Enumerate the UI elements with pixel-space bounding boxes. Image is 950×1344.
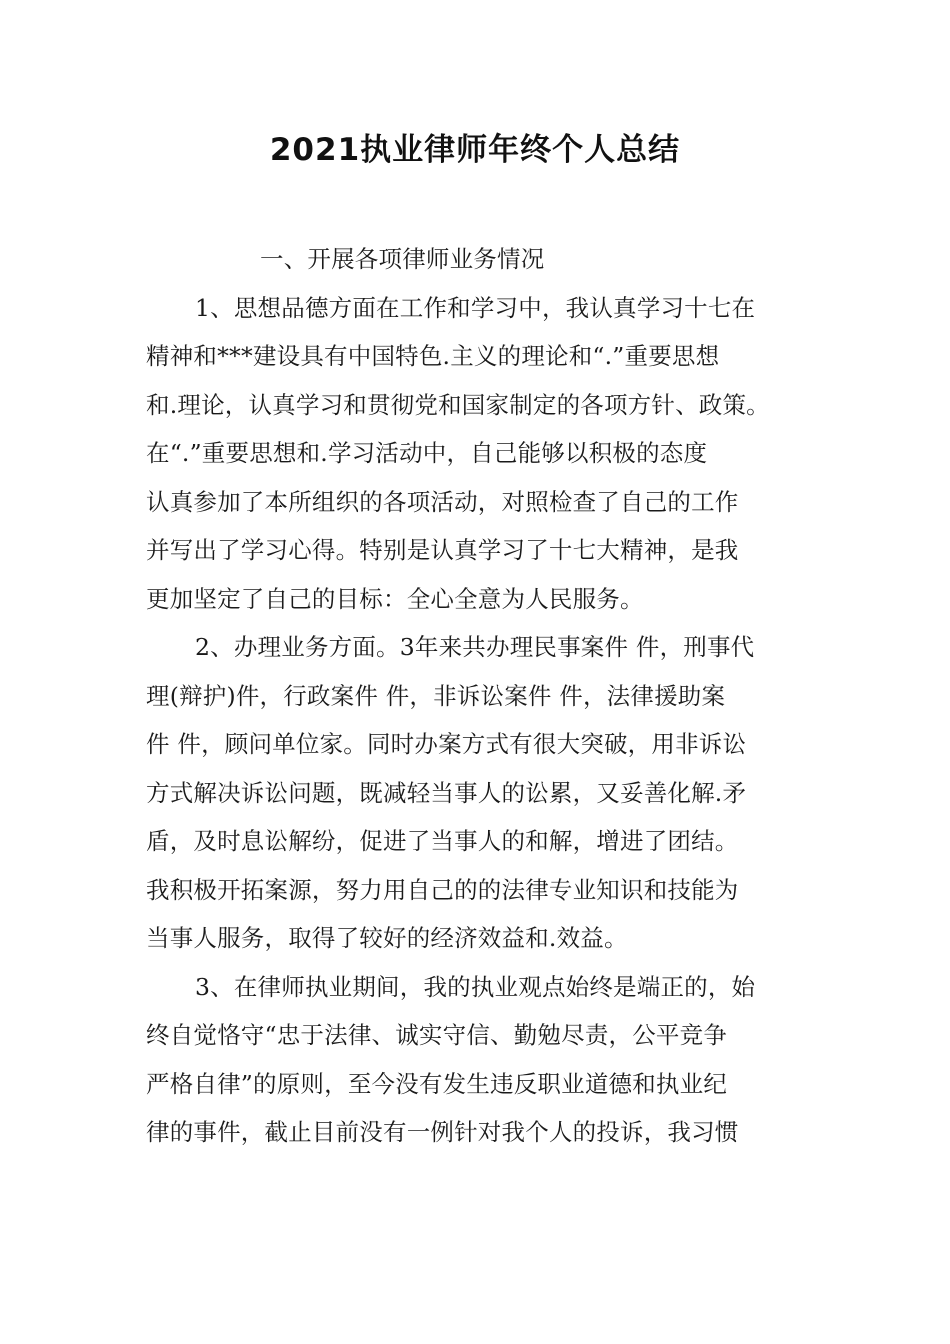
paragraph-line: 并写出了学习心得。特别是认真学习了十七大精神，是我 [146,536,739,564]
paragraph-line: 更加坚定了自己的目标：全心全意为人民服务。 [146,584,644,613]
paragraph-line: 盾，及时息讼解纷，促进了当事人的和解，增进了团结。 [146,827,739,855]
paragraph-1 [146,284,810,624]
paragraph-line: 律的事件，截止目前没有一例针对我个人的投诉，我习惯 [146,1118,739,1146]
paragraph-line: 件 件，顾问单位家。同时办案方式有很大突破，用非诉讼 [146,730,747,758]
paragraph-line: 当事人服务，取得了较好的经济效益和.效益。 [146,924,628,952]
paragraph-line: 2、办理业务方面。3年来共办理民事案件 件，刑事代 [195,633,755,661]
section-heading: 一、开展各项律师业务情况 [260,245,545,273]
document-body [146,235,810,1157]
paragraph-line: 认真参加了本所组织的各项活动，对照检查了自己的工作 [146,487,739,516]
paragraph-line: 精神和***建设具有中国特色.主义的理论和“.”重要思想 [146,342,720,370]
document-title: 2021执业律师年终个人总结 [269,132,681,168]
paragraph-line: 我积极开拓案源，努力用自己的的法律专业知识和技能为 [146,875,739,904]
paragraph-line: 理(辩护)件，行政案件 件，非诉讼案件 件，法律援助案 [146,681,726,710]
paragraph-line: 3、在律师执业期间，我的执业观点始终是端正的，始 [195,972,756,1001]
paragraph-line: 严格自律”的原则，至今没有发生违反职业道德和执业纪 [146,1069,728,1098]
paragraph-line: 在“.”重要思想和.学习活动中，自己能够以积极的态度 [146,439,708,467]
paragraph-line: 终自觉恪守“忠于法律、诚实守信、勤勉尽责，公平竞争 [146,1021,728,1049]
paragraph-3 [146,963,810,1157]
paragraph-line: 方式解决诉讼问题，既减轻当事人的讼累，又妥善化解.矛 [146,778,747,807]
paragraph-2 [146,623,810,963]
paragraph-line: 1、思想品德方面在工作和学习中，我认真学习十七在 [195,293,756,322]
paragraph-line: 和.理论，认真学习和贯彻党和国家制定的各项方针、政策。 [146,390,770,419]
